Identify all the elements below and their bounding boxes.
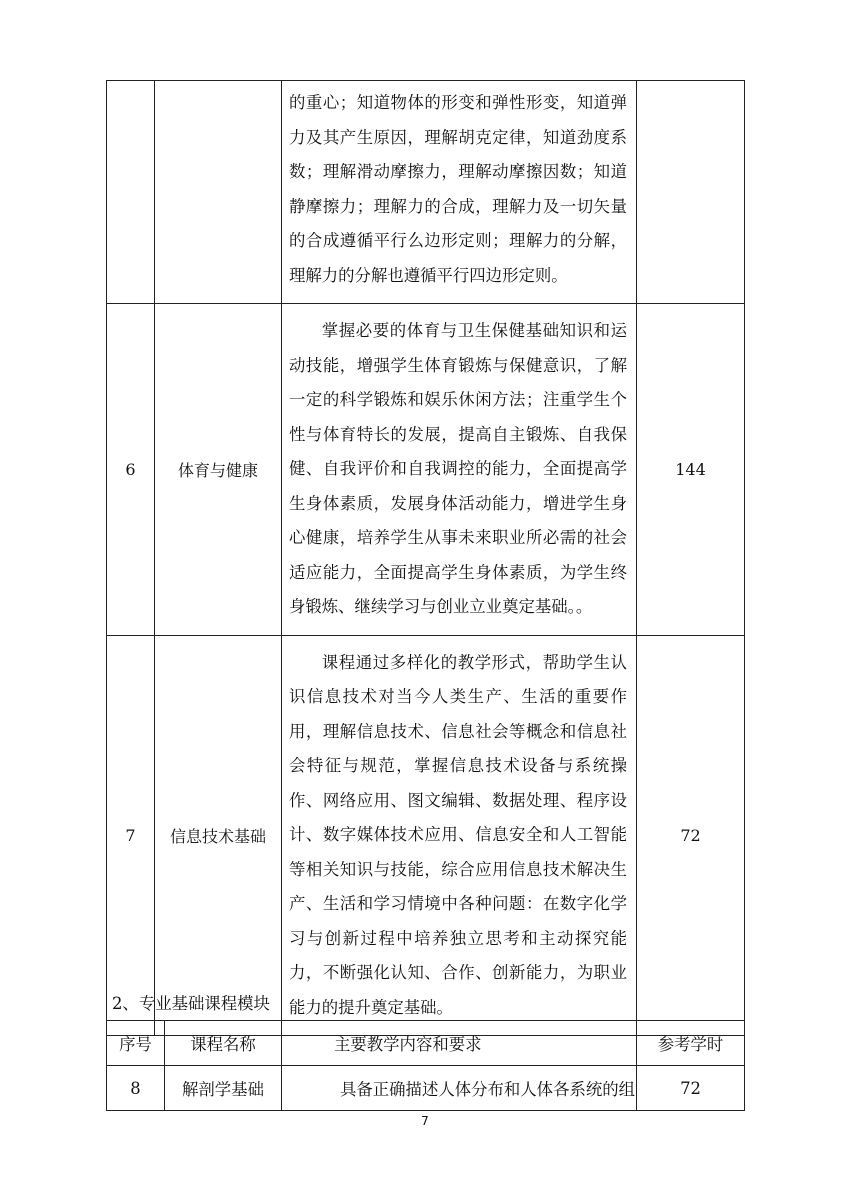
header-content: 主要教学内容和要求 xyxy=(282,1021,637,1066)
course-content: 的重心；知道物体的形变和弹性形变，知道弹力及其产生原因，理解胡克定律，知道劲度系数；理解滑动摩擦力，理解动摩擦因数；知道静摩擦力；理解力的合成，理解力及一切矢量的合成遵循平行么边形定则；理解力的分解，理解力的分解也遵循平行四边形定则。 xyxy=(282,81,637,304)
table-row xyxy=(107,81,745,304)
header-hours: 参考学时 xyxy=(637,1021,745,1066)
course-content: 具备正确描述人体分布和人体各系统的组 xyxy=(282,1066,637,1111)
row-number: 6 xyxy=(107,304,155,636)
course-hours xyxy=(637,81,745,304)
table-row xyxy=(107,304,745,636)
course-name: 解剖学基础 xyxy=(165,1066,282,1111)
header-name: 课程名称 xyxy=(165,1021,282,1066)
course-hours: 72 xyxy=(637,1066,745,1111)
table-row xyxy=(107,1066,745,1111)
row-number: 8 xyxy=(107,1066,165,1111)
row-number: 7 xyxy=(107,635,155,1036)
page-number: 7 xyxy=(421,1114,429,1128)
course-table-continued xyxy=(106,80,745,1036)
table-row xyxy=(107,635,745,1036)
course-name: 体育与健康 xyxy=(155,304,282,636)
header-num: 序号 xyxy=(107,1021,165,1066)
course-content: 课程通过多样化的教学形式，帮助学生认识信息技术对当今人类生产、生活的重要作用，理解信息技术、信息社会等概念和信息社会特征与规范，掌握信息技术设备与系统操作、网络应用、图文编辑、数据处理、程序设计、数字媒体技术应用、信息安全和人工智能等相关知识与技能，综合应用信息技术解决生产、生活和学习情境中各种问题：在数字化学习与创新过程中培养独立思考和主动探究能力，不断强化认知、合作、创新能力，为职业能力的提升奠定基础。 xyxy=(282,635,637,1036)
course-name: 信息技术基础 xyxy=(155,635,282,1036)
section-title: 2、专业基础课程模块 xyxy=(112,994,270,1013)
course-hours: 72 xyxy=(637,635,745,1036)
table-header-row xyxy=(107,1021,745,1066)
course-hours: 144 xyxy=(637,304,745,636)
course-name xyxy=(155,81,282,304)
row-number xyxy=(107,81,155,304)
course-content: 掌握必要的体育与卫生保健基础知识和运动技能，增强学生体育锻炼与保健意识，了解一定的科学锻炼和娱乐休闲方法；注重学生个性与体育特长的发展，提高自主锻炼、自我保健、自我评价和自我调控的能力，全面提高学生身体素质，发展身体活动能力，增进学生身心健康，培养学生从事未来职业所必需的社会适应能力，全面提高学生身体素质，为学生终身锻炼、继续学习与创业立业奠定基础。。 xyxy=(282,304,637,636)
professional-course-table xyxy=(106,1020,745,1111)
